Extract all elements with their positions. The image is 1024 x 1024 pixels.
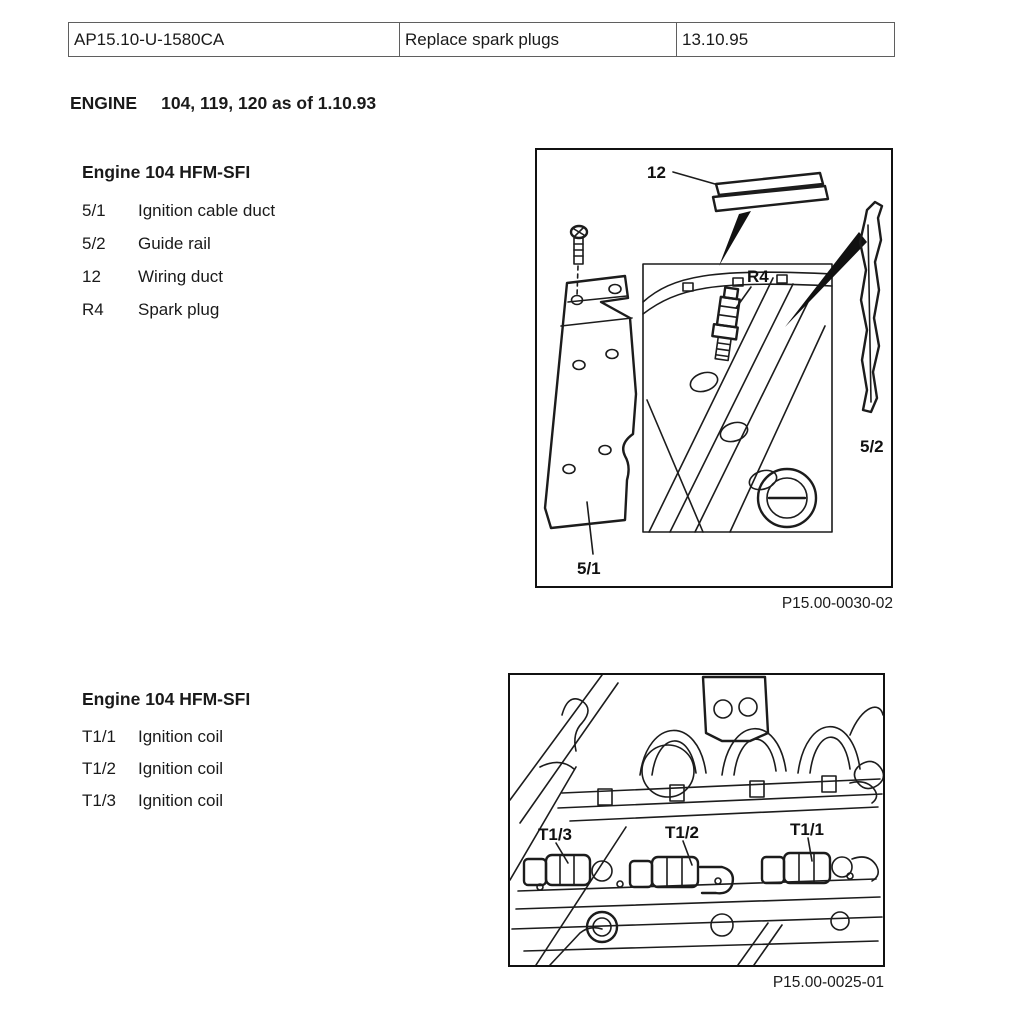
arrow-up-right-icon <box>785 232 867 327</box>
valve-cover-drawing <box>512 897 882 965</box>
leader-line <box>673 172 715 184</box>
part-row <box>82 267 275 287</box>
leader-line <box>683 841 692 865</box>
fig1-label-spark-plug: R4 <box>747 267 769 286</box>
header-doc-number: AP15.10-U-1580CA <box>69 23 400 56</box>
header-table <box>68 22 895 57</box>
wiring-duct-drawing <box>713 173 828 211</box>
part-label: Ignition coil <box>138 791 224 810</box>
leader-line <box>587 502 593 554</box>
engine-diagram-1 <box>537 150 891 586</box>
ignition-cable-duct-drawing <box>545 276 636 528</box>
part-row <box>82 300 275 320</box>
part-label: Ignition coil <box>138 759 224 778</box>
part-row <box>82 759 223 779</box>
parts-list-1 <box>82 201 275 333</box>
part-code: T1/2 <box>82 759 117 778</box>
part-row <box>82 201 275 221</box>
figure-spark-plug-overview <box>535 148 893 588</box>
main-heading <box>70 93 376 114</box>
fig2-label-coil1: T1/1 <box>790 820 825 839</box>
header-date: 13.10.95 <box>682 30 749 49</box>
section2-heading: Engine 104 HFM-SFI <box>82 689 251 709</box>
figure2-caption: P15.00-0025-01 <box>772 974 884 991</box>
part-label: Guide rail <box>138 234 211 253</box>
part-row <box>82 234 275 254</box>
part-code: T1/3 <box>82 791 117 810</box>
ignition-coils-drawing <box>518 853 878 893</box>
guide-rail-drawing <box>860 202 882 412</box>
part-code: 12 <box>82 267 101 286</box>
section1-heading: Engine 104 HFM-SFI <box>82 162 251 182</box>
main-heading-models: 104, 119, 120 as of 1.10.93 <box>161 93 377 113</box>
fig1-label-guide-rail: 5/2 <box>860 437 884 456</box>
fig2-label-coil3: T1/3 <box>538 825 573 844</box>
part-code: R4 <box>82 300 104 319</box>
fuel-rail-drawing <box>558 776 882 821</box>
part-code: T1/1 <box>82 727 117 746</box>
part-row <box>82 727 223 747</box>
part-label: Ignition coil <box>138 727 224 746</box>
screw-drawing <box>571 226 587 296</box>
leader-line <box>556 843 568 863</box>
part-label: Spark plug <box>138 300 220 319</box>
part-label: Wiring duct <box>138 267 224 286</box>
parts-list-2 <box>82 727 223 823</box>
fig1-label-cable-duct: 5/1 <box>577 559 601 578</box>
engine-diagram-2 <box>510 675 883 965</box>
fig2-label-coil2: T1/2 <box>665 823 700 842</box>
part-label: Ignition cable duct <box>138 201 276 220</box>
part-code: 5/1 <box>82 201 106 220</box>
arrow-down-icon <box>719 211 751 266</box>
intake-manifold-drawing <box>640 677 883 797</box>
figure-ignition-coils <box>508 673 885 967</box>
leader-line <box>808 838 812 861</box>
part-row <box>82 791 223 811</box>
main-heading-label: ENGINE <box>70 93 138 113</box>
header-title: Replace spark plugs <box>400 23 677 56</box>
figure1-caption: P15.00-0030-02 <box>781 595 893 612</box>
part-code: 5/2 <box>82 234 106 253</box>
fig1-label-wiring-duct: 12 <box>647 163 666 182</box>
